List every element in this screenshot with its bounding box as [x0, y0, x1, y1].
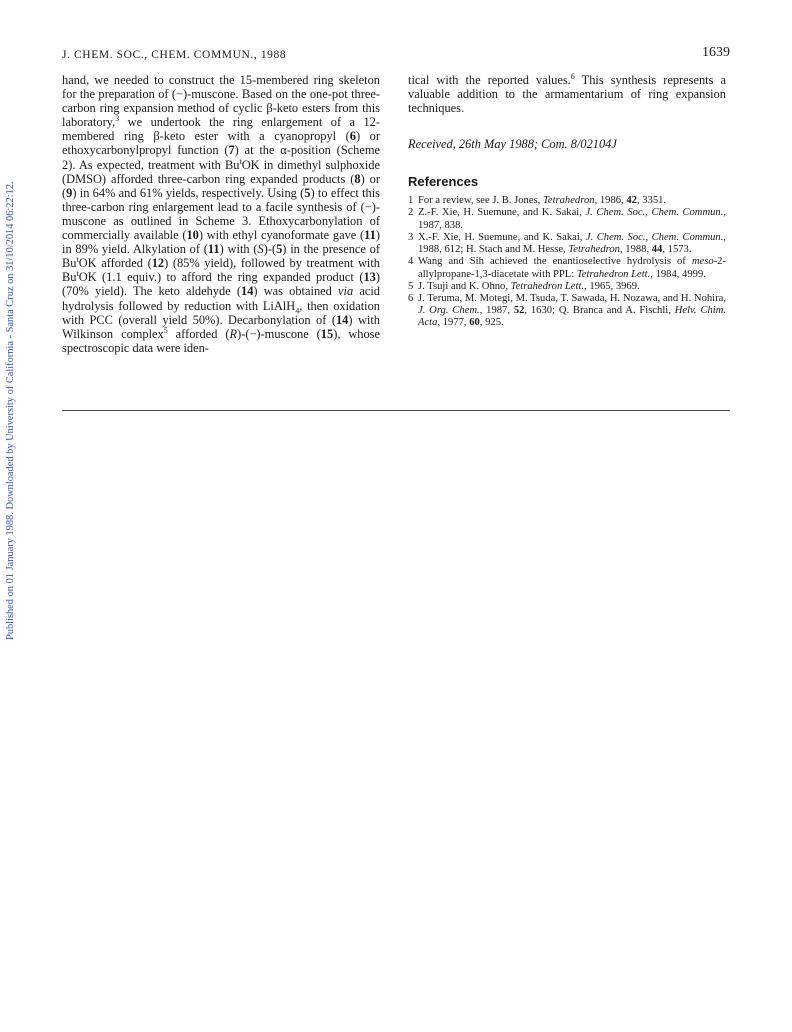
- text-run: , 1965, 3969.: [584, 280, 640, 292]
- text-run: For a review, see J. B. Jones,: [418, 195, 543, 207]
- compound-number: 14: [335, 312, 349, 327]
- reference-item: [408, 232, 726, 256]
- page-header: [62, 45, 730, 65]
- superscript-text: 5: [163, 325, 168, 335]
- download-watermark-text: Published on 01 January 1988. Downloaded by University of California - Santa Cruz on 31/10/2014 06:22:12.: [5, 181, 16, 640]
- compound-number: 14: [241, 284, 254, 299]
- body-text-right-column: [408, 73, 726, 115]
- compound-number: 9: [66, 185, 73, 200]
- text-run: ) with (: [219, 242, 258, 257]
- reference-number: 4: [408, 256, 414, 268]
- text-run: -2-allylpropane-1,3-diacetate with PPL:: [418, 256, 726, 280]
- end-rule: [62, 410, 730, 411]
- compound-number: 5: [276, 242, 283, 257]
- superscript-text: t: [76, 255, 79, 265]
- reference-item: [408, 293, 726, 330]
- reference-number: 2: [408, 207, 414, 219]
- compound-number: 6: [349, 129, 356, 144]
- body-text-left-column: [62, 73, 380, 355]
- text-run: ) was obtained: [253, 284, 339, 299]
- download-watermark: [4, 110, 18, 640]
- reference-text: [418, 232, 726, 256]
- references-heading: References: [408, 174, 479, 190]
- text-run: ) to effect this three-carbon ring enlargement lead to a facile synthesis of (−)-muscone as outlined in Scheme 3. Ethoxycarbonylation of commercially available (: [62, 185, 380, 243]
- reference-item: [408, 195, 726, 207]
- superscript-text: 3: [115, 114, 120, 124]
- reference-item: [408, 256, 726, 280]
- text-run: ) or (: [62, 171, 381, 200]
- compound-number: 44: [651, 244, 663, 256]
- text-run: , then oxidation with PCC (overall yield 50%). Decarbonylation of (: [62, 298, 380, 327]
- text-run: ) (70% yield). The keto aldehyde (: [62, 270, 380, 299]
- compound-number: 11: [364, 228, 376, 243]
- subscript-text: 4: [295, 305, 300, 315]
- reference-text: [418, 256, 726, 280]
- reference-item: [408, 281, 726, 293]
- reference-text: [418, 293, 726, 330]
- reference-text: [418, 195, 726, 207]
- text-run: ), whose spectroscopic data were iden-: [62, 326, 381, 355]
- text-run: , 1630; Q. Branca and A. Fischli,: [524, 305, 675, 317]
- compound-number: 10: [186, 228, 199, 243]
- text-run: J. Teruma, M. Motegi, M. Tsuda, T. Sawada, H. Nozawa, and H. Nohira,: [418, 292, 726, 304]
- text-run: , 1984, 4999.: [650, 268, 706, 280]
- text-run: ) or ethoxycarbonylpropyl function (: [62, 129, 380, 158]
- text-run: )-(−)-muscone (: [237, 326, 321, 341]
- text-run: ) with ethyl cyanoformate gave (: [198, 228, 365, 243]
- page-number: 1639: [702, 45, 730, 60]
- text-run: hand, we needed to construct the 15-membered ring skeleton for the preparation of (−)-muscone. Based on the one-pot three-carbon ring expansion method of cyclic β-keto esters from this laboratory,: [62, 73, 380, 130]
- text-run: OK (1.1 equiv.) to afford the ring expanded product (: [78, 270, 364, 285]
- compound-number: 60: [469, 317, 480, 329]
- references-list: [408, 195, 726, 329]
- italic-text: J. Chem. Soc., Chem. Commun.: [585, 231, 724, 243]
- text-run: , 1977,: [437, 317, 470, 329]
- superscript-text: 6: [570, 71, 575, 81]
- text-run: , 1988,: [619, 244, 652, 256]
- text-run: J. Tsuji and K. Ohno,: [418, 280, 511, 292]
- compound-number: 7: [228, 143, 235, 158]
- reference-text: [418, 207, 726, 231]
- text-run: ) in the presence of Bu: [62, 242, 380, 271]
- superscript-text: t: [76, 269, 79, 279]
- text-run: tical with the reported values.: [408, 73, 571, 87]
- compound-number: 11: [207, 242, 220, 257]
- compound-number: 5: [304, 185, 311, 200]
- italic-text: Tetrahedron Lett.: [510, 280, 585, 292]
- text-run: , 1987,: [479, 305, 514, 317]
- text-run: )-(: [263, 242, 277, 257]
- italic-text: Helv. Chim. Acta: [418, 305, 727, 329]
- text-run: , 1987, 838.: [418, 207, 726, 231]
- reference-number: 5: [408, 280, 414, 292]
- reference-number: 6: [408, 292, 414, 304]
- compound-number: 52: [513, 305, 525, 317]
- compound-number: 13: [363, 270, 376, 285]
- reference-text: [418, 281, 726, 293]
- compound-number: 15: [320, 326, 334, 341]
- text-run: afforded (: [167, 326, 230, 341]
- italic-text: J. Org. Chem.: [418, 305, 480, 317]
- compound-number: 42: [626, 195, 637, 207]
- text-run: , 925.: [479, 317, 504, 329]
- text-run: Z.-F. Xie, H. Suemune, and K. Sakai,: [418, 207, 586, 219]
- text-run: Wang and Sih achieved the enantioselective hydrolysis of: [418, 256, 692, 268]
- text-run: X.-F. Xie, H. Suemune, and K. Sakai,: [418, 231, 586, 243]
- reference-item: [408, 207, 726, 231]
- italic-text: J. Chem. Soc., Chem. Commun.: [585, 207, 724, 219]
- italic-text: Tetrahedron: [568, 244, 620, 256]
- text-run: ) in 89% yield. Alkylation of (: [62, 228, 381, 257]
- italic-text: Tetrahedron: [542, 195, 595, 207]
- text-run: ) (85% yield), followed by treatment with Bu: [62, 256, 380, 285]
- italic-text: R: [229, 326, 238, 341]
- text-run: , 3351.: [636, 195, 667, 207]
- italic-text: Tetrahedron Lett.: [576, 268, 651, 280]
- text-run: OK afforded (: [78, 256, 152, 271]
- text-run: , 1986,: [594, 195, 627, 207]
- text-run: we undertook the ring enlargement of a 12-membered ring β-keto ester with a cyanopropyl (: [62, 115, 380, 144]
- received-line: Received, 26th May 1988; Com. 8/02104J: [408, 137, 617, 152]
- compound-number: 12: [151, 256, 165, 271]
- text-run: acid hydrolysis followed by reduction with LiAlH: [62, 284, 380, 313]
- superscript-text: t: [239, 156, 242, 166]
- reference-number: 3: [408, 231, 414, 243]
- text-run: , 1573.: [662, 244, 692, 256]
- text-run: OK in dimethyl sulphoxide (DMSO) afforded three-carbon ring expanded products (: [62, 157, 380, 186]
- italic-text: meso: [691, 256, 714, 268]
- running-head: J. CHEM. SOC., CHEM. COMMUN., 1988: [62, 49, 287, 61]
- right-column: [408, 73, 726, 330]
- italic-text: S: [257, 242, 264, 257]
- text-run: This synthesis represents a valuable addition to the armamentarium of ring expansion techniques.: [408, 73, 726, 116]
- text-run: ) in 64% and 61% yields, respectively. Using (: [72, 185, 305, 200]
- text-run: ) at the α-position (Scheme 2). As expected, treatment with Bu: [62, 143, 380, 172]
- italic-text: via: [338, 284, 354, 299]
- reference-number: 1: [408, 195, 414, 207]
- text-run: , 1988, 612; H. Stach and M. Hesse,: [418, 231, 727, 256]
- text-run: ) with Wilkinson complex: [62, 312, 380, 341]
- compound-number: 8: [354, 171, 361, 186]
